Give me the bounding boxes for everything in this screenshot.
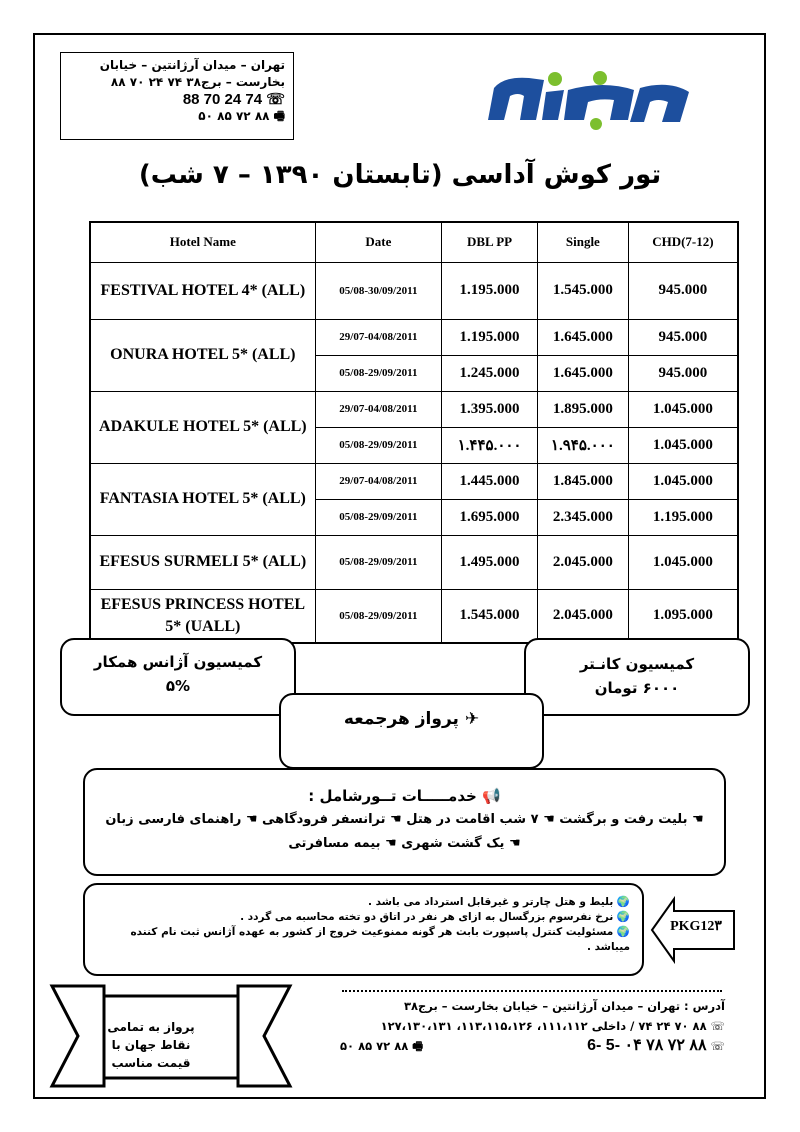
header-chd: CHD(7-12) [628,222,738,262]
phone-icon: ☏ [710,1039,725,1053]
counter-commission-value: ۶۰۰۰ تومان [594,679,680,697]
service-item: بلیت رفت و برگشت [559,812,688,827]
dbl-price: 1.495.000 [442,535,538,589]
fax-icon: 🖷 [412,1039,424,1053]
single-price: 1.895.000 [537,391,628,427]
contact-address-line2: بخارست – برج۳۸ ۷۴ ۲۴ ۷۰ ۸۸ [110,75,285,89]
date-cell: 05/08-29/09/2011 [315,355,442,391]
chd-price: 945.000 [628,355,738,391]
flight-label: پرواز هرجمعه [343,709,459,729]
service-item: ترانسفر فرودگاهی [262,812,386,827]
dotted-divider [342,990,722,992]
header-dbl-pp: DBL PP [442,222,538,262]
agency-commission-label: کمیسیون آژانس همکار [93,653,263,671]
pointing-hand-icon: ☚ [385,836,397,851]
chd-price: 1.045.000 [628,391,738,427]
single-price: 1.645.000 [537,319,628,355]
counter-commission-box [524,638,750,716]
date-cell: 05/08-29/09/2011 [315,427,442,463]
package-code: PKG12۳ [670,919,722,934]
pointing-hand-icon: ☚ [543,812,555,827]
hotel-name: EFESUS PRINCESS HOTEL 5* (UALL) [90,589,315,643]
date-cell: 05/08-29/09/2011 [315,499,442,535]
agency-commission-value: ۵% [165,677,191,695]
contact-fax: ۸۸ ۷۲ ۸۵ ۵۰ [198,109,270,123]
footer-fax: ۸۸ ۷۲ ۸۵ ۵۰ [340,1039,409,1053]
chd-price: 1.095.000 [628,589,738,643]
fax-icon: 🖷 [273,109,285,123]
date-cell: 05/08-30/09/2011 [315,262,442,319]
header-date: Date [315,222,442,262]
footer-mobile: ۸۸ ۷۲ ۷۸ ۰۴ -5 -6 [587,1037,707,1054]
service-item: بیمه مسافرتی [288,836,381,851]
contact-phone: 88 70 24 74 [182,91,263,108]
table-row [90,463,738,499]
table-row [90,391,738,427]
agency-commission-box [60,638,296,716]
single-price: ۱.۹۴۵.۰۰۰ [537,427,628,463]
globe-icon: 🌍 [616,926,630,938]
date-cell: 29/07-04/08/2011 [315,463,442,499]
services-line-1 [103,808,706,832]
dbl-price: ۱.۴۴۵.۰۰۰ [442,427,538,463]
pointing-hand-icon: ☚ [390,812,402,827]
service-item: یک گشت شهری [401,836,505,851]
flight-box [279,693,544,769]
dbl-price: 1.445.000 [442,463,538,499]
notes-box [83,883,644,976]
chd-price: 1.045.000 [628,427,738,463]
dbl-price: 1.395.000 [442,391,538,427]
single-price: 1.545.000 [537,262,628,319]
ribbon-text: پرواز به تمامی نقاط جهان با قیمت مناسب [107,1020,195,1070]
service-item: راهنمای فارسی زبان [105,812,242,827]
note-item [97,910,630,925]
footer-contact [340,996,725,1056]
chd-price: 1.045.000 [628,463,738,499]
price-table [89,221,739,644]
globe-icon: 🌍 [616,896,630,908]
dbl-price: 1.545.000 [442,589,538,643]
counter-commission-label: کمیسیون کانـتر [579,655,695,673]
service-item: ۷ شب اقامت در هتل [406,812,539,827]
dbl-price: 1.695.000 [442,499,538,535]
single-price: 2.045.000 [537,535,628,589]
hotel-name: FANTASIA HOTEL 5* (ALL) [90,463,315,535]
note-text: نرخ نفرسوم بزرگسال به ازای هر نفر در اتاق دو تخته محاسبه می گردد . [240,911,614,923]
note-item [97,925,630,955]
page-title: تور کوش آداسی (تابستان ۱۳۹۰ – ۷ شب) [138,160,662,190]
services-line-2 [103,832,706,856]
phone-icon: ☏ [710,1019,725,1033]
date-cell: 05/08-29/09/2011 [315,535,442,589]
date-cell: 05/08-29/09/2011 [315,589,442,643]
date-cell: 29/07-04/08/2011 [315,319,442,355]
chd-price: 1.195.000 [628,499,738,535]
table-row [90,589,738,643]
dbl-price: 1.195.000 [442,262,538,319]
airplane-icon: ✈ [464,709,480,729]
services-box [83,768,726,876]
hotel-name: ONURA HOTEL 5* (ALL) [90,319,315,391]
header-hotel-name: Hotel Name [90,222,315,262]
hotel-name: ADAKULE HOTEL 5* (ALL) [90,391,315,463]
contact-address-line1: تهران – میدان آرژانتین – خیابان [99,58,285,72]
hotel-name: EFESUS SURMELI 5* (ALL) [90,535,315,589]
header-single: Single [537,222,628,262]
pointing-hand-icon: ☚ [692,812,704,827]
contact-box [60,52,294,140]
hotel-name: FESTIVAL HOTEL 4* (ALL) [90,262,315,319]
chd-price: 945.000 [628,319,738,355]
dbl-price: 1.245.000 [442,355,538,391]
table-row [90,319,738,355]
note-text: مسئولیت کنترل پاسپورت بابت هر گونه ممنوعیت خروج از کشور به عهده آژانس ثبت نام کننده میباشد . [130,926,630,953]
footer-phones: ۸۸ ۷۰ ۲۴ ۷۴ / داخلی ۱۱۱،۱۱۲، ۱۱۳،۱۱۵،۱۲۶، ۱۲۷،۱۳۰،۱۳۱ [380,1019,707,1033]
date-cell: 29/07-04/08/2011 [315,391,442,427]
pointing-hand-icon: ☚ [245,812,258,827]
brand-logo [484,70,694,130]
megaphone-icon: 📢 [482,787,501,805]
chd-price: 945.000 [628,262,738,319]
single-price: 1.645.000 [537,355,628,391]
table-row [90,535,738,589]
table-header-row [90,222,738,262]
single-price: 1.845.000 [537,463,628,499]
table-row [90,262,738,319]
footer-address: آدرس : تهران – میدان آرژانتین – خیابان بخارست – برج۳۸ [403,999,725,1013]
single-price: 2.045.000 [537,589,628,643]
pointing-hand-icon: ☚ [508,836,521,851]
phone-icon: ☏ [266,91,285,108]
note-item [97,895,630,910]
chd-price: 1.045.000 [628,535,738,589]
note-text: بلیط و هتل چارتر و غیرقابل استرداد می باشد . [367,896,614,908]
single-price: 2.345.000 [537,499,628,535]
globe-icon: 🌍 [616,911,630,923]
services-title: خدمـــــات تــورشامل : [308,787,477,805]
dbl-price: 1.195.000 [442,319,538,355]
